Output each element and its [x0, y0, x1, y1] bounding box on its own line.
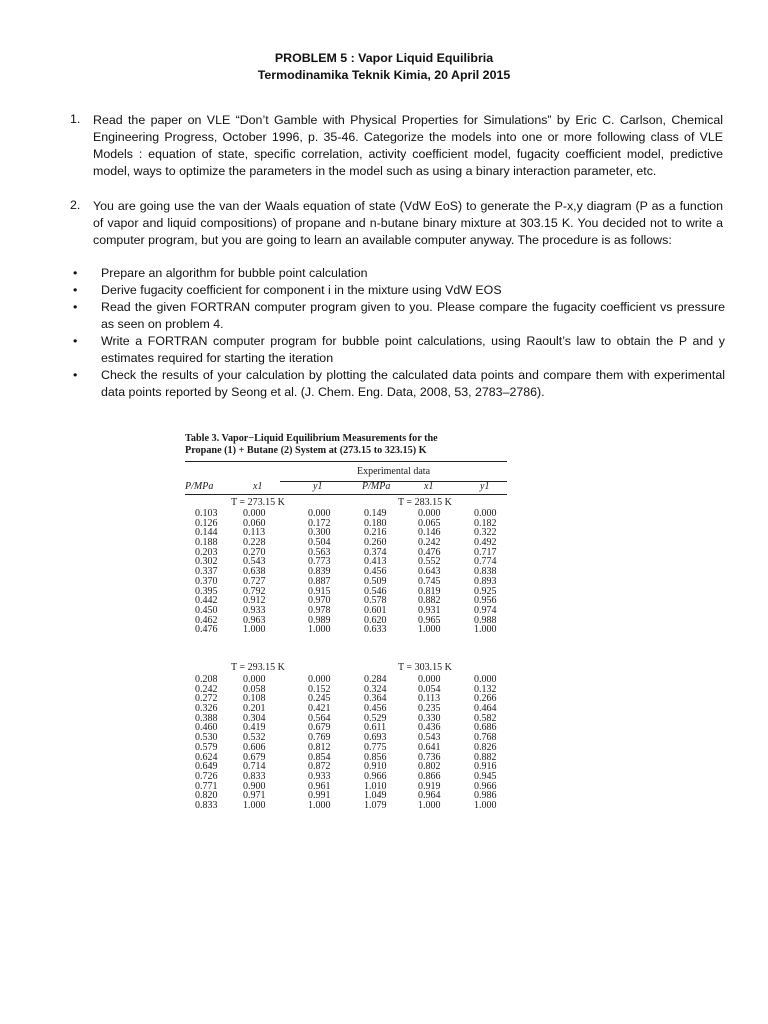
bullet-dot: • — [73, 283, 78, 297]
table-cell: 0.113 — [418, 693, 441, 705]
table-cell: 0.991 — [308, 790, 331, 802]
table-cell: 0.182 — [474, 517, 497, 529]
table-cell: 0.768 — [474, 732, 497, 744]
table-cell: 0.530 — [195, 732, 218, 744]
bullet-item — [73, 265, 725, 282]
table-cell: 0.266 — [474, 693, 497, 705]
table-cell: 0.302 — [195, 556, 218, 568]
table-cell: 0.915 — [308, 585, 331, 597]
bullet-item — [73, 299, 725, 333]
table-cell: 0.364 — [364, 693, 387, 705]
item-number-2: 2. — [70, 198, 81, 212]
table-cell: 0.203 — [195, 546, 218, 558]
table-top-rule — [185, 461, 507, 462]
table-cell: 0.910 — [364, 761, 387, 773]
temp-label-293: T = 293.15 K — [231, 662, 285, 673]
table-cell: 1.000 — [418, 799, 441, 811]
table-cell: 0.413 — [364, 556, 387, 568]
table-cell: 0.476 — [195, 624, 218, 636]
table-cell: 0.931 — [418, 604, 441, 616]
column-p-283 — [364, 509, 387, 635]
column-y-273 — [308, 509, 331, 635]
bullet-item — [73, 367, 725, 401]
table-cell: 0.582 — [474, 712, 497, 724]
table-cell: 0.966 — [474, 780, 497, 792]
table-cell: 0.132 — [474, 683, 497, 695]
column-y-293 — [308, 675, 331, 811]
table-cell: 0.065 — [418, 517, 441, 529]
table-cell: 0.322 — [474, 527, 497, 539]
table-cell: 0.188 — [195, 537, 218, 549]
table-cell: 0.826 — [474, 741, 497, 753]
table-cell: 0.887 — [308, 575, 331, 587]
table-cell: 0.543 — [418, 732, 441, 744]
table-cell: 0.726 — [195, 770, 218, 782]
table-cell: 0.152 — [308, 683, 331, 695]
table-cell: 0.833 — [243, 770, 266, 782]
table-cell: 0.686 — [474, 722, 497, 734]
procedure-bullet-list — [73, 265, 725, 401]
table-cell: 0.529 — [364, 712, 387, 724]
table-cell: 0.546 — [364, 585, 387, 597]
table-cell: 0.925 — [474, 585, 497, 597]
table-cell: 0.854 — [308, 751, 331, 763]
table-cell: 1.000 — [474, 624, 497, 636]
table-cell: 1.010 — [364, 780, 387, 792]
table-cell: 0.060 — [243, 517, 266, 529]
col-header-x1: x1 — [253, 481, 263, 492]
problem-title: PROBLEM 5 : Vapor Liquid Equilibria — [274, 51, 494, 65]
bullet-text: Prepare an algorithm for bubble point calculation — [101, 266, 368, 280]
table-cell: 0.476 — [418, 546, 441, 558]
table-cell: 0.856 — [364, 751, 387, 763]
item-number-1: 1. — [70, 112, 81, 126]
table-cell: 0.492 — [474, 537, 497, 549]
table-cell: 1.079 — [364, 799, 387, 811]
column-x-303 — [418, 675, 441, 811]
table-cell: 0.460 — [195, 722, 218, 734]
bullet-text: Read the given FORTRAN computer program given to you. Please compare the fugacity coefficient vs pressure as seen on problem 4. — [101, 300, 725, 331]
table-cell: 0.963 — [243, 614, 266, 626]
col-header-y1: y1 — [313, 481, 323, 492]
col-header-y1: y1 — [480, 481, 490, 492]
table-cell: 0.649 — [195, 761, 218, 773]
table-cell: 0.000 — [243, 508, 266, 519]
table-cell: 0.284 — [364, 674, 387, 685]
table-cell: 0.326 — [195, 703, 218, 715]
table-cell: 0.552 — [418, 556, 441, 568]
table-cell: 0.900 — [243, 780, 266, 792]
table-cell: 0.970 — [308, 595, 331, 607]
temp-label-273: T = 273.15 K — [231, 497, 285, 508]
item-text-1: Read the paper on VLE “Don’t Gamble with Physical Properties for Simulations” by Eric C. Carlson, Chemical Engineering Progress, October 1996, p. 35-46. Categorize the models into one or more following class of VLE Models : equation of state, specific correlation, activity coefficient model, fugacity coefficient model, predictive model, ways to optimize the parameters in the model such as using a binary interaction parameter, etc. — [93, 113, 723, 178]
bullet-dot: • — [73, 334, 78, 348]
table-cell: 0.563 — [308, 546, 331, 558]
table-cell: 0.693 — [364, 732, 387, 744]
table-cell: 0.956 — [474, 595, 497, 607]
table-cell: 0.872 — [308, 761, 331, 773]
experimental-data-label: Experimental data — [356, 466, 431, 477]
table-cell: 0.564 — [308, 712, 331, 724]
table-cell: 0.812 — [308, 741, 331, 753]
table-cell: 0.260 — [364, 537, 387, 549]
table-cell: 0.578 — [364, 595, 387, 607]
table-cell: 0.242 — [418, 537, 441, 549]
bullet-text: Check the results of your calculation by plotting the calculated data points and compare them with experimental data points reported by Seong et al. (J. Chem. Eng. Data, 2008, 53, 2783–2786). — [101, 368, 725, 399]
table-cell: 0.450 — [195, 604, 218, 616]
col-header-p: P/MPa — [362, 481, 391, 492]
table-cell: 0.882 — [418, 595, 441, 607]
table-cell: 0.792 — [243, 585, 266, 597]
table-cell: 1.000 — [308, 799, 331, 811]
table-cell: 0.374 — [364, 546, 387, 558]
col-header-x1: x1 — [424, 481, 434, 492]
table-cell: 0.180 — [364, 517, 387, 529]
table-cell: 0.304 — [243, 712, 266, 724]
table-cell: 0.882 — [474, 751, 497, 763]
table-cell: 0.532 — [243, 732, 266, 744]
column-x-283 — [418, 509, 441, 635]
table-cell: 0.775 — [364, 741, 387, 753]
table-cell: 0.773 — [308, 556, 331, 568]
table-cell: 0.504 — [308, 537, 331, 549]
table-cell: 0.606 — [243, 741, 266, 753]
table-cell: 0.000 — [243, 674, 266, 685]
table-cell: 0.300 — [308, 527, 331, 539]
table-cell: 0.601 — [364, 604, 387, 616]
table-cell: 0.988 — [474, 614, 497, 626]
table-cell: 0.421 — [308, 703, 331, 715]
table-cell: 0.727 — [243, 575, 266, 587]
table-cell: 0.679 — [308, 722, 331, 734]
table-cell: 0.228 — [243, 537, 266, 549]
table-cell: 0.000 — [418, 674, 441, 685]
table-cell: 0.961 — [308, 780, 331, 792]
table-cell: 0.579 — [195, 741, 218, 753]
table-caption-line-1: Table 3. Vapor−Liquid Equilibrium Measurements for the — [185, 433, 438, 444]
table-cell: 0.916 — [474, 761, 497, 773]
table-cell: 0.833 — [195, 799, 218, 811]
table-cell: 0.624 — [195, 751, 218, 763]
table-cell: 0.216 — [364, 527, 387, 539]
table-cell: 0.638 — [243, 566, 266, 578]
table-cell: 0.330 — [418, 712, 441, 724]
table-cell: 0.819 — [418, 585, 441, 597]
table-cell: 0.172 — [308, 517, 331, 529]
table-cell: 0.456 — [364, 703, 387, 715]
table-cell: 0.464 — [474, 703, 497, 715]
table-cell: 0.509 — [364, 575, 387, 587]
table-cell: 1.000 — [474, 799, 497, 811]
table-cell: 0.245 — [308, 693, 331, 705]
table-cell: 0.736 — [418, 751, 441, 763]
table-cell: 1.000 — [243, 624, 266, 636]
table-cell: 0.769 — [308, 732, 331, 744]
table-cell: 0.641 — [418, 741, 441, 753]
temp-label-303: T = 303.15 K — [398, 662, 452, 673]
column-x-293 — [243, 675, 266, 811]
item-text-2: You are going use the van der Waals equation of state (VdW EoS) to generate the P-x,y diagram (P as a function of vapor and liquid compositions) of propane and n-butane binary mixture at 303.15 K. You decided not to write a computer program, but you are going to learn an available computer anyway. The procedure is as follows: — [93, 199, 723, 247]
table-cell: 0.462 — [195, 614, 218, 626]
table-cell: 0.201 — [243, 703, 266, 715]
table-cell: 0.208 — [195, 674, 218, 685]
table-cell: 1.000 — [418, 624, 441, 636]
table-cell: 0.611 — [364, 722, 387, 734]
table-cell: 0.974 — [474, 604, 497, 616]
temp-label-283: T = 283.15 K — [398, 497, 452, 508]
table-cell: 0.620 — [364, 614, 387, 626]
table-cell: 0.000 — [308, 674, 331, 685]
table-cell: 0.456 — [364, 566, 387, 578]
table-cell: 0.146 — [418, 527, 441, 539]
table-cell: 0.774 — [474, 556, 497, 568]
table-cell: 0.324 — [364, 683, 387, 695]
table-cell: 0.058 — [243, 683, 266, 695]
column-y-283 — [474, 509, 497, 635]
table-cell: 0.270 — [243, 546, 266, 558]
table-cell: 0.643 — [418, 566, 441, 578]
vle-data-table — [185, 433, 507, 811]
table-cell: 0.103 — [195, 508, 218, 519]
table-cell: 0.054 — [418, 683, 441, 695]
table-cell: 0.965 — [418, 614, 441, 626]
column-x-273 — [243, 509, 266, 635]
table-cell: 0.964 — [418, 790, 441, 802]
table-cell: 0.717 — [474, 546, 497, 558]
table-cell: 0.235 — [418, 703, 441, 715]
table-cell: 0.149 — [364, 508, 387, 519]
table-cell: 0.113 — [243, 527, 266, 539]
table-cell: 0.000 — [474, 508, 497, 519]
table-header-rule — [185, 494, 507, 495]
table-cell: 0.945 — [474, 770, 497, 782]
table-cell: 0.337 — [195, 566, 218, 578]
column-p-293 — [195, 675, 218, 811]
table-cell: 0.912 — [243, 595, 266, 607]
table-cell: 0.971 — [243, 790, 266, 802]
table-cell: 0.272 — [195, 693, 218, 705]
table-cell: 0.866 — [418, 770, 441, 782]
bullet-text: Write a FORTRAN computer program for bubble point calculations, using Raoult’s law to obtain the P and y estimates required for starting the iteration — [101, 334, 725, 365]
table-caption-line-2: Propane (1) + Butane (2) System at (273.15 to 323.15) K — [185, 445, 427, 456]
bullet-dot: • — [73, 368, 78, 382]
table-cell: 1.000 — [308, 624, 331, 636]
table-cell: 0.986 — [474, 790, 497, 802]
table-cell: 0.839 — [308, 566, 331, 578]
bullet-dot: • — [73, 266, 78, 280]
table-cell: 0.933 — [308, 770, 331, 782]
table-cell: 0.395 — [195, 585, 218, 597]
bullet-item — [73, 333, 725, 367]
table-cell: 0.370 — [195, 575, 218, 587]
table-cell: 0.442 — [195, 595, 218, 607]
table-cell: 0.000 — [474, 674, 497, 685]
table-cell: 1.000 — [243, 799, 266, 811]
bullet-item — [73, 282, 725, 299]
column-p-303 — [364, 675, 387, 811]
col-header-p: P/MPa — [185, 481, 214, 492]
table-cell: 0.771 — [195, 780, 218, 792]
table-cell: 0.820 — [195, 790, 218, 802]
table-cell: 0.978 — [308, 604, 331, 616]
table-cell: 0.966 — [364, 770, 387, 782]
table-cell: 0.838 — [474, 566, 497, 578]
table-cell: 0.714 — [243, 761, 266, 773]
bullet-text: Derive fugacity coefficient for component i in the mixture using VdW EOS — [101, 283, 502, 297]
table-cell: 0.633 — [364, 624, 387, 636]
table-cell: 0.679 — [243, 751, 266, 763]
column-y-303 — [474, 675, 497, 811]
table-cell: 0.144 — [195, 527, 218, 539]
bullet-dot: • — [73, 300, 78, 314]
table-cell: 0.000 — [308, 508, 331, 519]
table-cell: 0.126 — [195, 517, 218, 529]
column-p-273 — [195, 509, 218, 635]
table-cell: 0.745 — [418, 575, 441, 587]
table-cell: 0.436 — [418, 722, 441, 734]
course-subtitle: Termodinamika Teknik Kimia, 20 April 2015 — [257, 68, 511, 82]
table-cell: 0.933 — [243, 604, 266, 616]
table-cell: 0.802 — [418, 761, 441, 773]
table-cell: 0.242 — [195, 683, 218, 695]
table-cell: 0.388 — [195, 712, 218, 724]
table-cell: 1.049 — [364, 790, 387, 802]
table-cell: 0.919 — [418, 780, 441, 792]
table-cell: 0.108 — [243, 693, 266, 705]
table-cell: 0.419 — [243, 722, 266, 734]
table-cell: 0.543 — [243, 556, 266, 568]
table-cell: 0.000 — [418, 508, 441, 519]
table-cell: 0.989 — [308, 614, 331, 626]
table-cell: 0.893 — [474, 575, 497, 587]
